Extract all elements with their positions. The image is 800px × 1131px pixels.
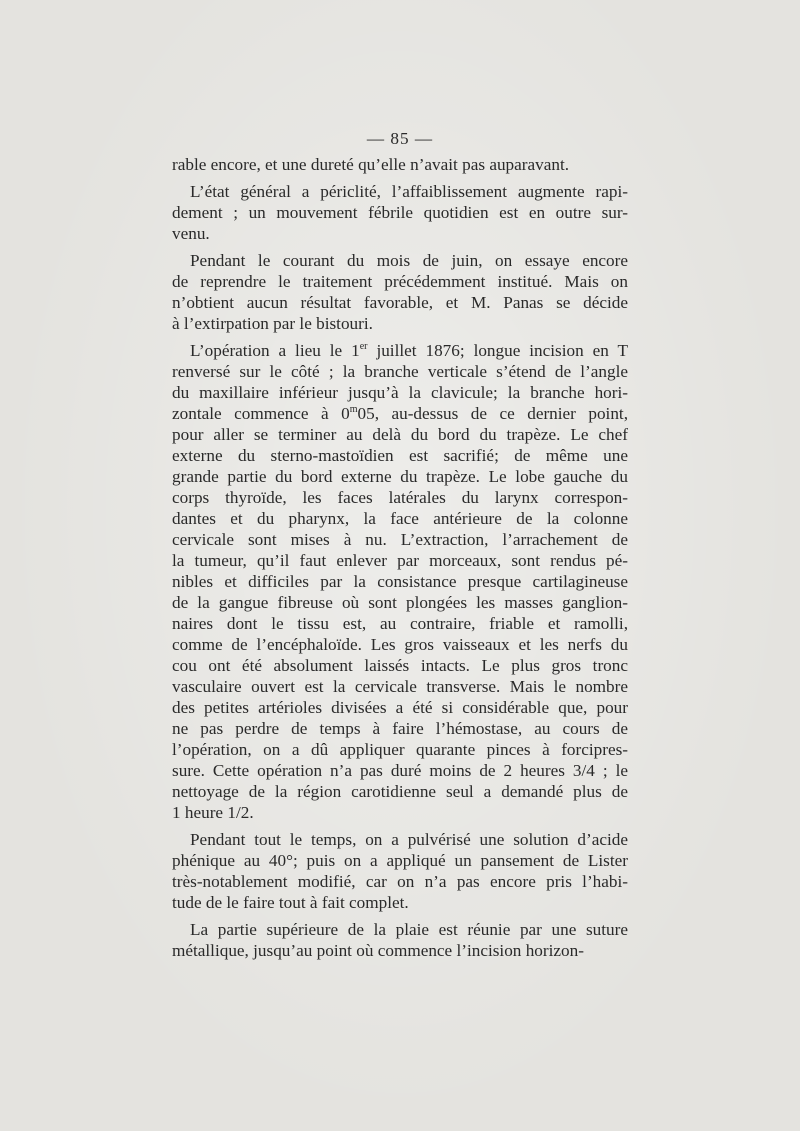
text-line: du maxillaire inférieur jusqu’à la clavicule; la branche hori- xyxy=(172,383,628,402)
text-line: La partie supérieure de la plaie est réunie par une suture xyxy=(190,920,628,939)
text-line: externe du sterno-mastoïdien est sacrifié; de même une xyxy=(172,446,628,465)
paragraph xyxy=(172,181,628,244)
text-line: n’obtient aucun résultat favorable, et M. Panas se décide xyxy=(172,293,628,312)
text-line: ne pas perdre de temps à faire l’hémostase, au cours de xyxy=(172,719,628,738)
text-line: corps thyroïde, les faces latérales du larynx correspon- xyxy=(172,488,628,507)
text-line: de reprendre le traitement précédemment institué. Mais on xyxy=(172,272,628,291)
text-line: pour aller se terminer au delà du bord du trapèze. Le chef xyxy=(172,425,628,444)
text-line: renversé sur le côté ; la branche verticale s’étend de l’angle xyxy=(172,362,628,381)
text-line: venu. xyxy=(172,224,210,243)
text-line: très-notablement modifié, car on n’a pas encore pris l’habi- xyxy=(172,872,628,891)
text-line: zontale commence à 0$^m$05, au-dessus de ce dernier point, xyxy=(172,404,628,423)
page-number: — 85 — xyxy=(366,129,434,148)
text-line: sure. Cette opération n’a pas duré moins de 2 heures 3/4 ; le xyxy=(172,761,628,780)
paragraph xyxy=(172,250,628,334)
text-line: nibles et difficiles par la consistance presque cartilagineuse xyxy=(172,572,628,591)
text-line: phénique au 40°; puis on a appliqué un pansement de Lister xyxy=(172,851,628,870)
text-line: comme de l’encéphaloïde. Les gros vaisseaux et les nerfs du xyxy=(172,635,628,654)
text-line: grande partie du bord externe du trapèze. Le lobe gauche du xyxy=(172,467,628,486)
body-text xyxy=(172,154,628,961)
text-line: L’état général a périclité, l’affaiblissement augmente rapi- xyxy=(190,182,628,201)
text-line: nettoyage de la région carotidienne seul a demandé plus de xyxy=(172,782,628,801)
text-line: dantes et du pharynx, la face antérieure de la colonne xyxy=(172,509,628,528)
text-line: 1 heure 1/2. xyxy=(172,803,254,822)
text-line: vasculaire ouvert est la cervicale transverse. Mais le nombre xyxy=(172,677,628,696)
text-line: Pendant tout le temps, on a pulvérisé une solution d’acide xyxy=(190,830,628,849)
text-line: à l’extirpation par le bistouri. xyxy=(172,314,373,333)
paragraph xyxy=(172,829,628,913)
text-line: l’opération, on a dû appliquer quarante pinces à forcipres- xyxy=(172,740,628,759)
text-line: cervicale sont mises à nu. L’extraction, l’arrachement de xyxy=(172,530,628,549)
text-line: tude de le faire tout à fait complet. xyxy=(172,893,409,912)
text-block xyxy=(172,128,628,967)
text-line: rable encore, et une dureté qu’elle n’avait pas auparavant. xyxy=(172,155,570,174)
text-line: L’opération a lieu le 1er juillet 1876; longue incision en T xyxy=(190,341,628,360)
text-line: métallique, jusqu’au point où commence l’incision horizon- xyxy=(172,941,584,960)
text-line: la tumeur, qu’il faut enlever par morceaux, sont rendus pé- xyxy=(172,551,628,570)
text-line: cou ont été absolument laissés intacts. Le plus gros tronc xyxy=(172,656,628,675)
paragraph xyxy=(172,154,628,175)
paragraph xyxy=(172,919,628,961)
text-line: dement ; un mouvement fébrile quotidien est en outre sur- xyxy=(172,203,628,222)
text-line: de la gangue fibreuse où sont plongées les masses ganglion- xyxy=(172,593,628,612)
paragraph xyxy=(172,340,628,823)
text-line: des petites artérioles divisées a été si considérable que, pour xyxy=(172,698,628,717)
text-line: naires dont le tissu est, au contraire, friable et ramolli, xyxy=(172,614,628,633)
text-line: Pendant le courant du mois de juin, on essaye encore xyxy=(190,251,628,270)
